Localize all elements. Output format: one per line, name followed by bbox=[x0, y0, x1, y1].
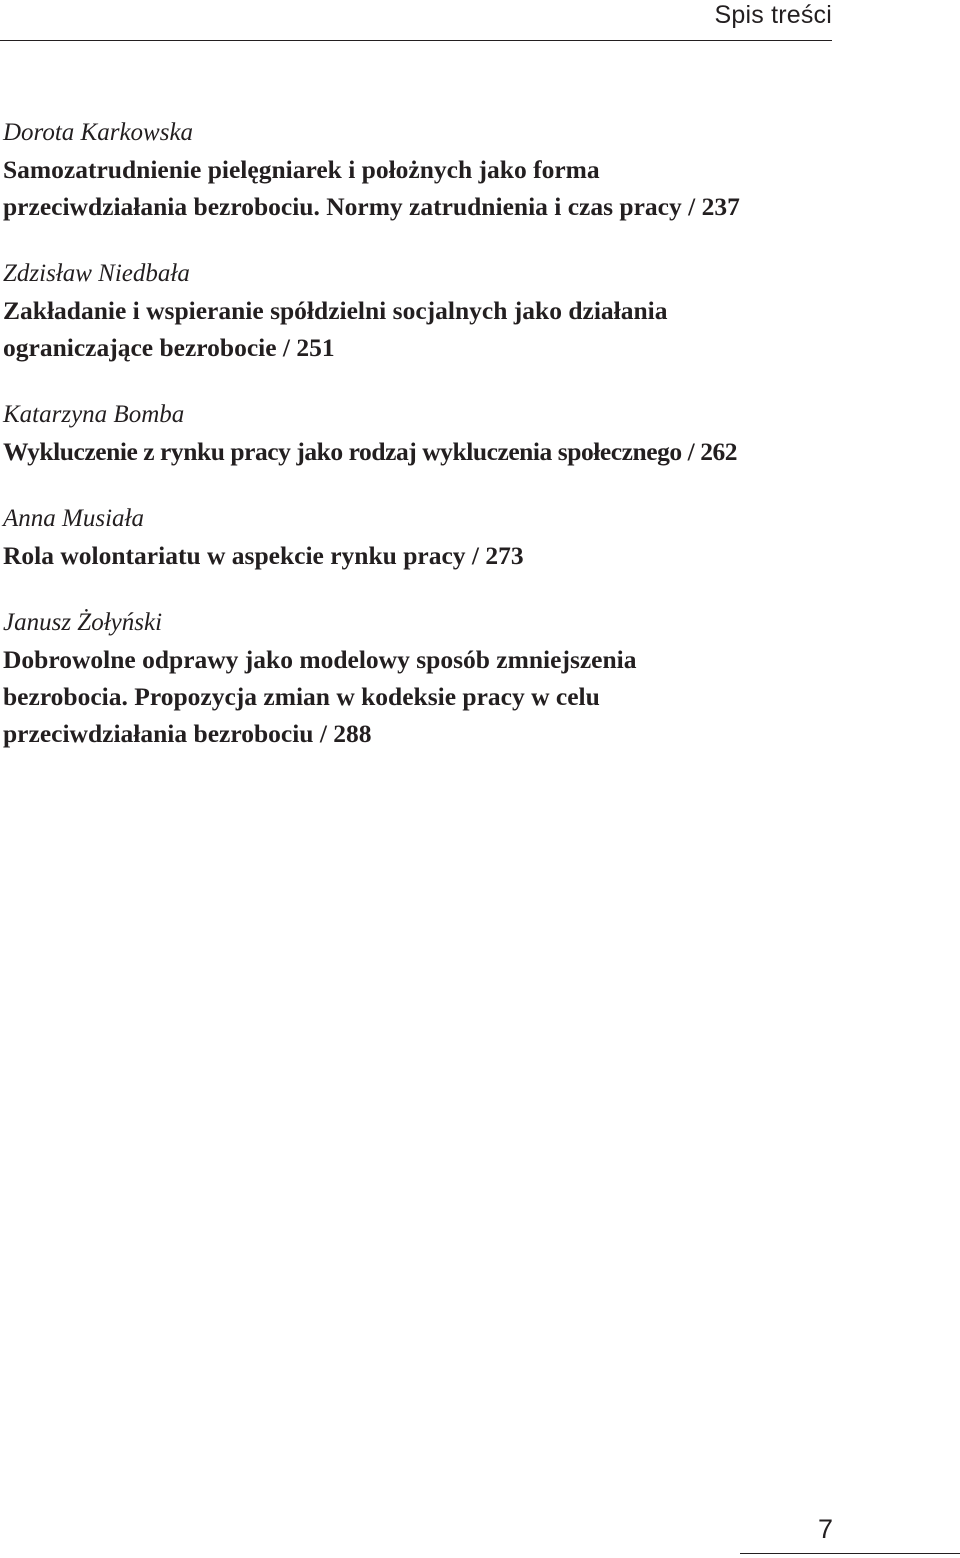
toc-entry-title: Rola wolontariatu w aspekcie rynku pracy / 273 bbox=[3, 541, 524, 570]
toc-entry-author: Anna Musiała bbox=[3, 505, 144, 532]
toc-entry-title: Wykluczenie z rynku pracy jako rodzaj wykluczenia społecznego / 262 bbox=[3, 437, 738, 466]
running-head: Spis treści bbox=[714, 1, 832, 29]
toc-entry bbox=[3, 114, 843, 225]
toc-entry-title: Dobrowolne odprawy jako modelowy sposób zmniejszenia bezrobocia. Propozycja zmian w kodeksie pracy w celu przeciwdziałania bezrobociu / 288 bbox=[3, 645, 637, 748]
footer-rule bbox=[740, 1553, 960, 1554]
toc-entry bbox=[3, 500, 843, 574]
table-of-contents bbox=[3, 114, 843, 782]
toc-entry-author: Janusz Żołyński bbox=[3, 609, 163, 636]
toc-entry-author: Katarzyna Bomba bbox=[3, 401, 185, 428]
toc-entry bbox=[3, 255, 843, 366]
toc-entry bbox=[3, 396, 843, 470]
toc-entry-author: Dorota Karkowska bbox=[3, 119, 194, 146]
header-rule bbox=[0, 40, 832, 41]
toc-entry-title: Samozatrudnienie pielęgniarek i położnych jako forma przeciwdziałania bezrobociu. Normy zatrudnienia i czas pracy / 237 bbox=[3, 155, 740, 221]
page-number: 7 bbox=[817, 1514, 833, 1544]
toc-entry-author: Zdzisław Niedbała bbox=[3, 260, 190, 287]
toc-entry-title: Zakładanie i wspieranie spółdzielni socjalnych jako działania ograniczające bezrobocie / 251 bbox=[3, 296, 668, 362]
toc-entry bbox=[3, 604, 843, 752]
